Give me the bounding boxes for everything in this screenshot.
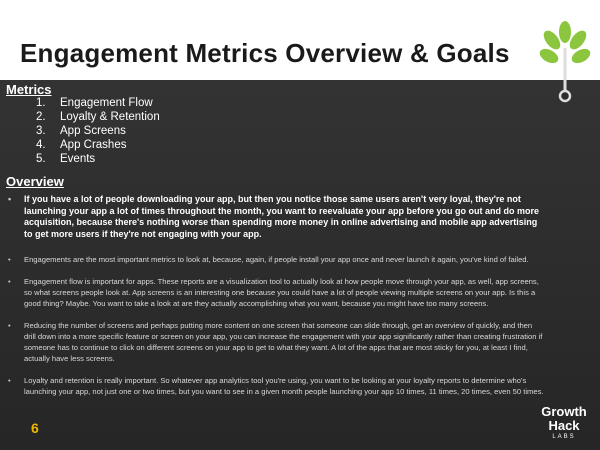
list-label: Engagement Flow bbox=[60, 97, 153, 109]
bullet-icon: • bbox=[8, 194, 12, 204]
bullet-icon: • bbox=[8, 376, 11, 385]
brand-logo bbox=[538, 405, 590, 442]
brand-line-1: Growth bbox=[541, 404, 587, 419]
metrics-heading: Metrics bbox=[6, 82, 52, 97]
list-item bbox=[36, 152, 160, 166]
overview-heading: Overview bbox=[6, 174, 64, 189]
overview-text: If you have a lot of people downloading your app, but then you notice those same users aren't very loyal, they're not launching your app a lot of times throughout the month, you want to reevaluate your app before you go out and do more acquisition, because there's nothing worse than spending more money in online advertising and mobile app advertising to get more users if they're not engaging with your app. bbox=[24, 194, 540, 239]
overview-text: Reducing the number of screens and perhaps putting more content on one screen that someone can slide through, get an overview of quickly, and then drill down into a more specific feature or screen on your app, you can increase the engagement with your app significantly rather than creating frustration if someone has to continue to click on different screens on your app to get to what they want. A lot of the apps that are most sticky for you, at least I find, actually have less screens. bbox=[24, 321, 543, 363]
list-number: 5. bbox=[36, 153, 46, 165]
list-number: 1. bbox=[36, 97, 46, 109]
overview-point bbox=[6, 375, 546, 397]
overview-text: Loyalty and retention is really important. So whatever app analytics tool you're using, you want to be looking at your loyalty reports to determine who's launching your app, not just one or two times, but you want to see in a given month people launching your app 10 times, 11 times, 20 times, even 50 times. bbox=[24, 376, 544, 396]
list-item bbox=[36, 110, 160, 124]
list-item bbox=[36, 138, 160, 152]
overview-point bbox=[6, 276, 546, 309]
bullet-icon: • bbox=[8, 277, 11, 286]
list-label: App Screens bbox=[60, 125, 126, 137]
metrics-list bbox=[36, 96, 160, 166]
bullet-icon: • bbox=[8, 321, 11, 330]
overview-point bbox=[6, 194, 546, 240]
bullet-icon: • bbox=[8, 255, 11, 264]
slide-title: Engagement Metrics Overview & Goals bbox=[20, 38, 510, 68]
list-number: 2. bbox=[36, 111, 46, 123]
overview-point bbox=[6, 320, 546, 364]
overview-point bbox=[6, 254, 546, 265]
brand-line-2: Hack bbox=[548, 418, 580, 433]
list-label: Events bbox=[60, 153, 96, 165]
list-item bbox=[36, 96, 160, 110]
list-label: App Crashes bbox=[60, 139, 127, 151]
list-number: 3. bbox=[36, 125, 46, 137]
overview-list bbox=[6, 194, 546, 408]
list-item bbox=[36, 124, 160, 138]
page-number: 6 bbox=[31, 420, 39, 436]
brand-line-3: LABS bbox=[552, 434, 576, 440]
list-number: 4. bbox=[36, 139, 46, 151]
sprout-logo-icon bbox=[535, 20, 595, 104]
title-bar bbox=[0, 0, 600, 80]
list-label: Loyalty & Retention bbox=[60, 111, 160, 123]
overview-text: Engagement flow is important for apps. These reports are a visualization tool to actually look at how people move through your app, as well, app screens, so what screens people look at. App screens is an interesting one because you could have a lot of people viewing multiple screens on your app. Is this a good thing? Maybe. You want to take a look at are they actually accomplishing what you want, because you might have too many screens. bbox=[24, 277, 539, 308]
overview-text: Engagements are the most important metrics to look at, because, again, if people install your app once and never launch it again, you've kind of failed. bbox=[24, 255, 529, 264]
